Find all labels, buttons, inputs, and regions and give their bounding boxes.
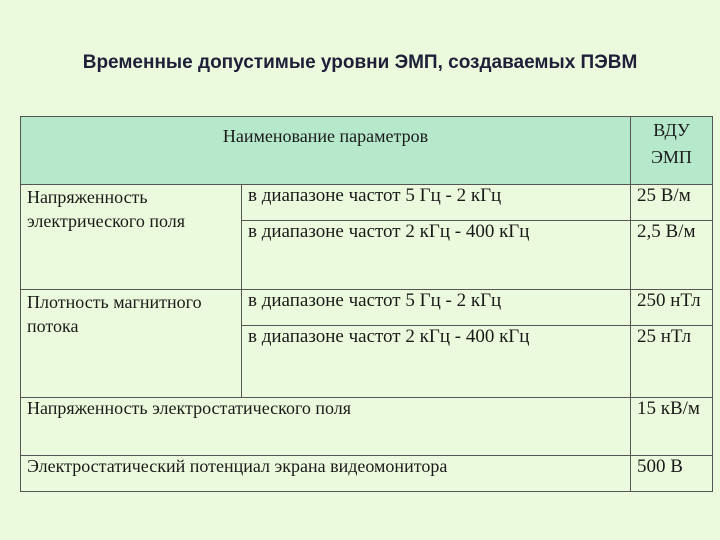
value-cell: 15 кВ/м <box>631 398 713 456</box>
header-vdu-line1: ВДУ <box>653 120 690 140</box>
header-parameters: Наименование параметров <box>21 117 631 185</box>
param-name-screen-potential: Электростатический потенциал экрана видеомонитора <box>21 456 631 492</box>
table-row <box>21 456 713 492</box>
slide-title: Временные допустимые уровни ЭМП, создаваемых ПЭВМ <box>82 52 638 73</box>
param-name-electrostatic-field: Напряженность электростатического поля <box>21 398 631 456</box>
value-cell: 2,5 В/м <box>631 221 713 290</box>
table-header-row <box>21 117 713 185</box>
table-row <box>21 185 713 221</box>
table-row <box>21 398 713 456</box>
value-cell: 500 В <box>631 456 713 492</box>
emf-limits-table <box>20 116 713 492</box>
header-vdu <box>631 117 713 185</box>
value-cell: 250 нТл <box>631 290 713 326</box>
header-vdu-line2: ЭМП <box>651 147 692 167</box>
range-cell: в диапазоне частот 2 кГц - 400 кГц <box>242 221 631 290</box>
param-name-electric-field: Напряженность электрического поля <box>21 185 242 290</box>
range-cell: в диапазоне частот 5 Гц - 2 кГц <box>242 290 631 326</box>
range-cell: в диапазоне частот 5 Гц - 2 кГц <box>242 185 631 221</box>
range-cell: в диапазоне частот 2 кГц - 400 кГц <box>242 326 631 398</box>
table-row <box>21 290 713 326</box>
value-cell: 25 В/м <box>631 185 713 221</box>
param-name-magnetic-flux: Плотность магнитного потока <box>21 290 242 398</box>
value-cell: 25 нТл <box>631 326 713 398</box>
